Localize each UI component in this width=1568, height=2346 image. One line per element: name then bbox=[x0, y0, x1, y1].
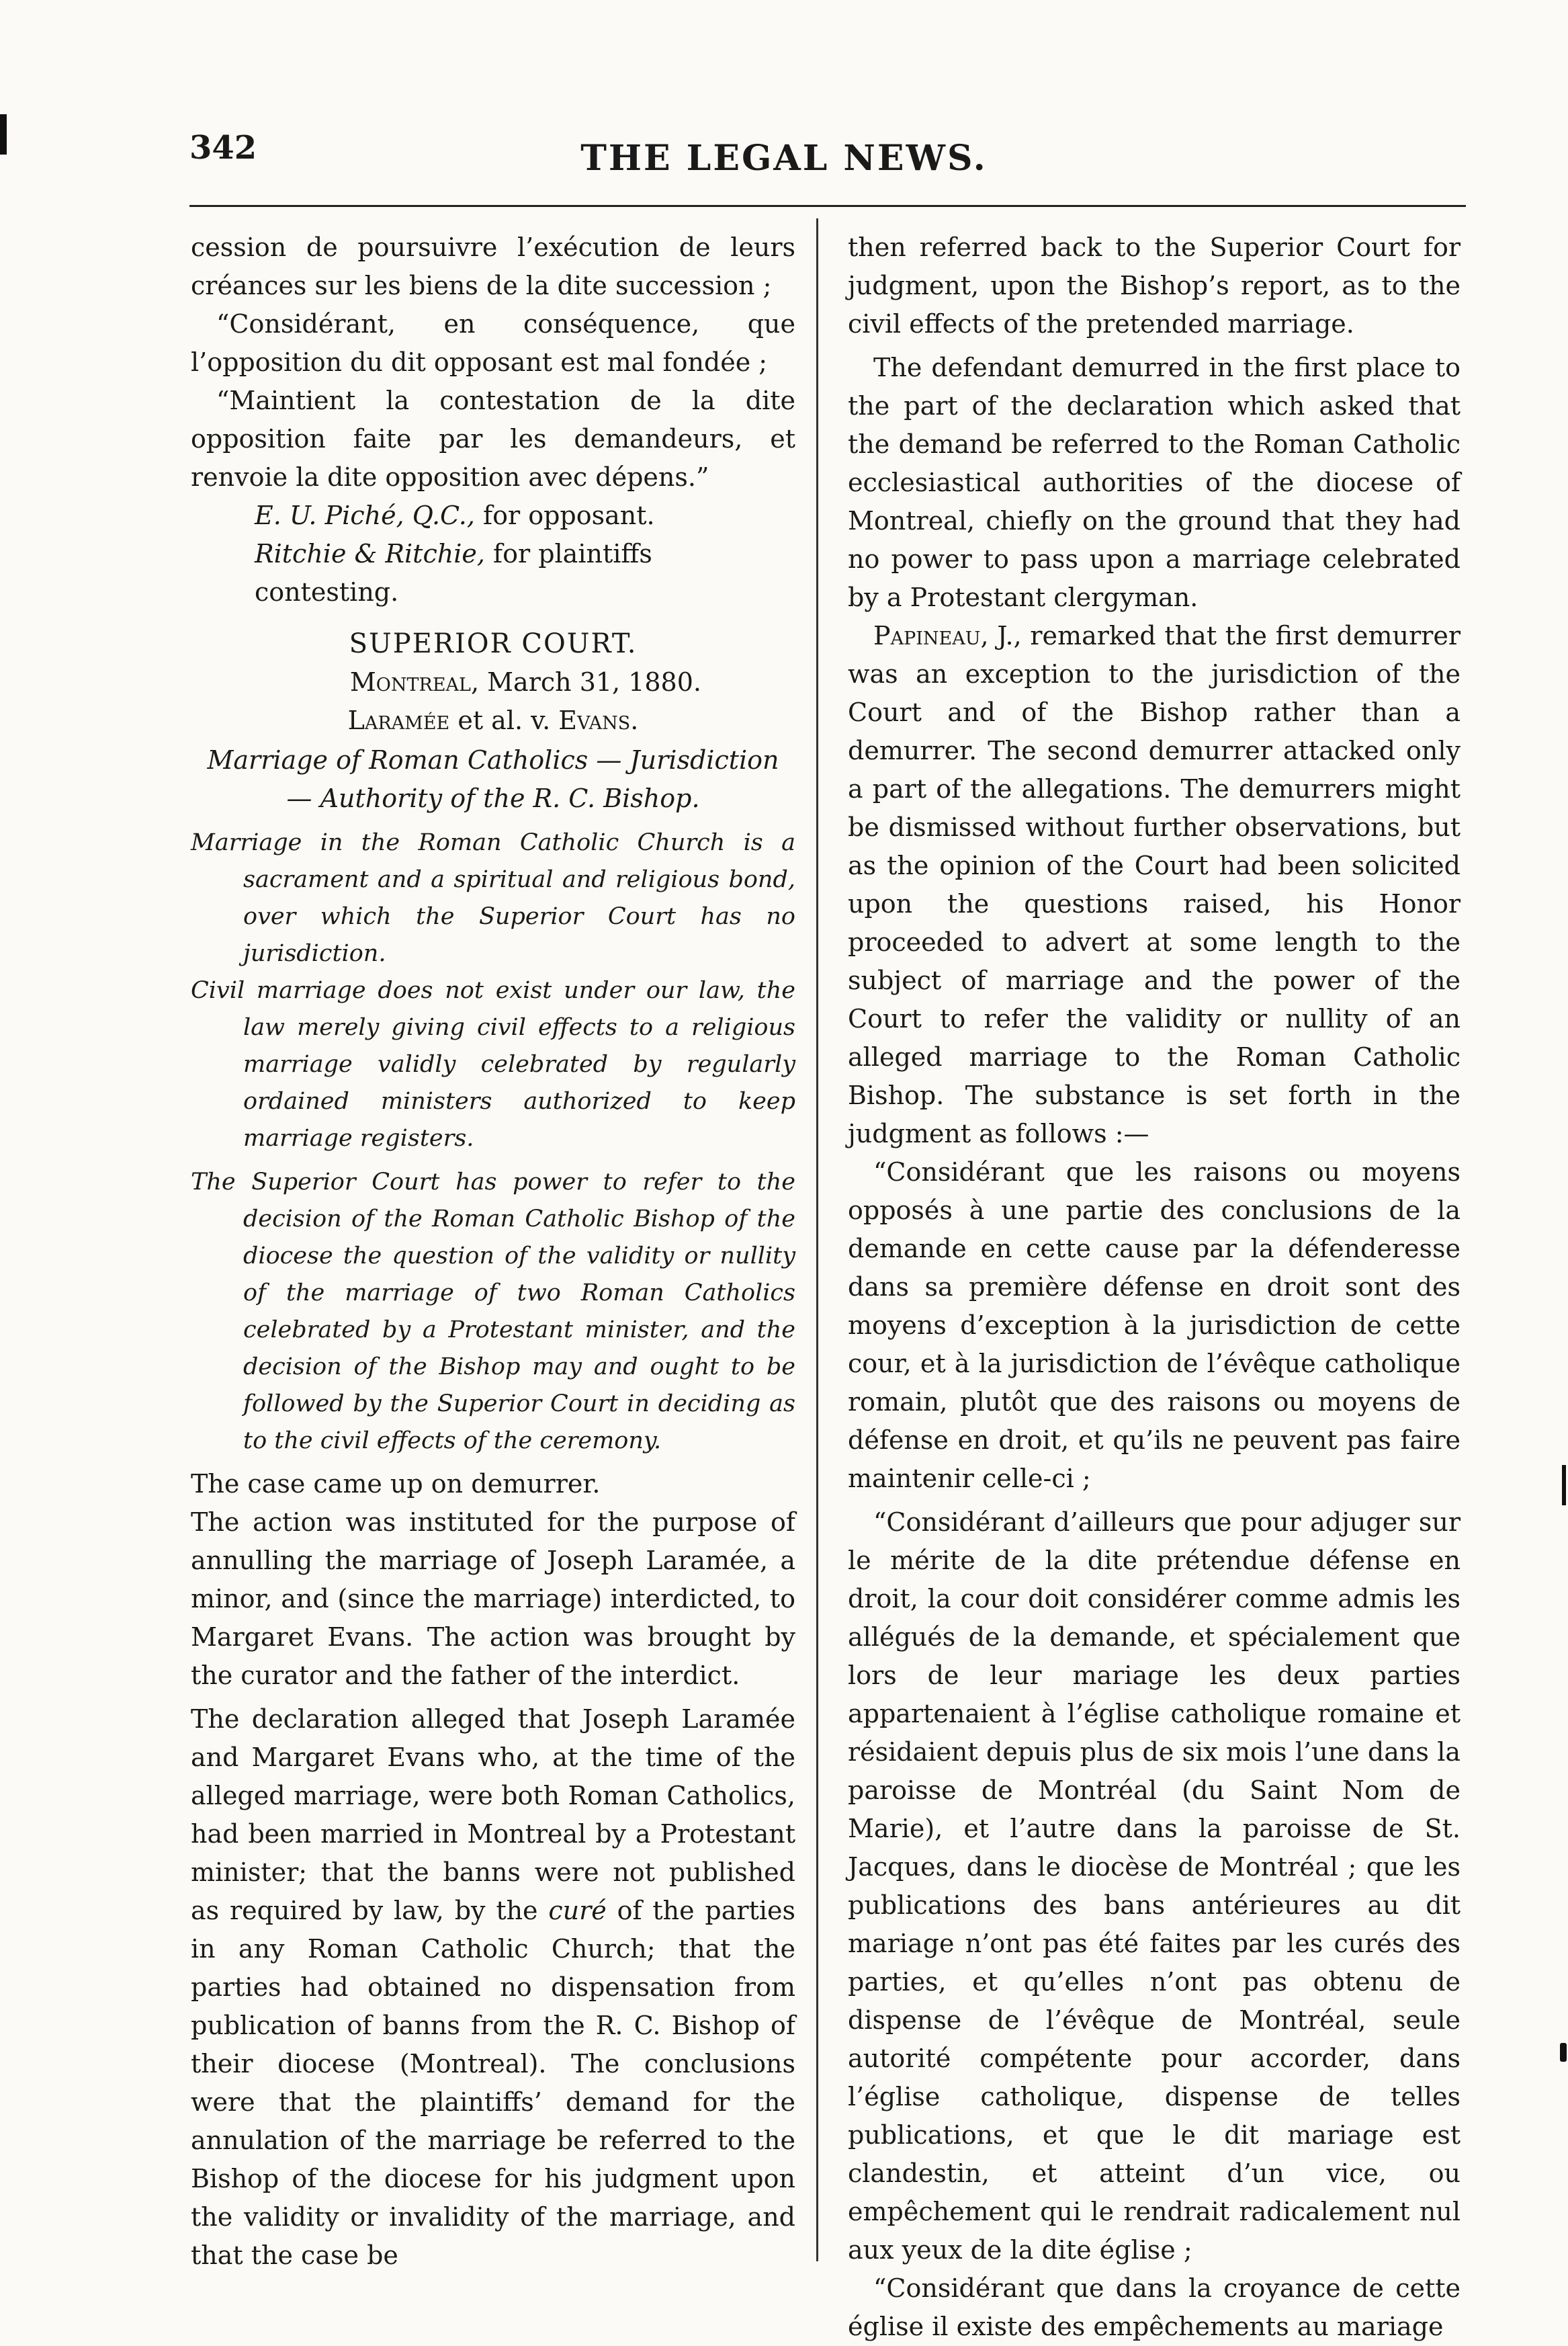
headnote: Civil marriage does not exist under our law, the law merely giving civil effects to a religious marriage validly celebrated by regularly ordained ministers authorized to keep marriage registers. bbox=[191, 977, 795, 1152]
headnote: Marriage in the Roman Catholic Church is a sacrament and a spiritual and religious bond, over which the Superior Court has no jurisdiction. bbox=[191, 829, 795, 967]
text-run: The declaration alleged that Joseph Laramée and Margaret Evans who, at the time of the alleged marriage, were both Roman Catholics, had been married in Montreal by a Protestant minister; that the banns were not published as required by law, by the bbox=[191, 1704, 795, 1925]
text-run: of the parties in any Roman Catholic Church; that the parties had obtained no dispensation from publication of banns from the R. C. Bishop of their diocese (Montreal). The conclusions were that the plaintiffs’ demand for the annulation of the marriage be referred to the Bishop of the diocese for his judgment upon the validity or invalidity of the marriage, and that the case be bbox=[191, 1896, 795, 2270]
scan-margin-mark bbox=[1560, 2043, 1567, 2062]
parties-connector: et al. v. bbox=[449, 706, 559, 735]
left-paragraph: cession de poursuivre l’exécution de leurs créances sur les biens de la dite succession ; bbox=[191, 233, 795, 300]
case-date-text: March 31, 1880. bbox=[479, 667, 701, 697]
case-parties bbox=[191, 702, 795, 740]
right-paragraph: “Considérant que les raisons ou moyens opposés à une partie des conclusions de la demande en cette cause par la défenderesse dans sa première défense en droit sont des moyens d’exception à la jurisdiction de cette cour, et à la jurisdiction de l’évêque catholique romain, plutôt que des raisons ou moyens de défense en droit, et qu’ils ne peuvent pas faire maintenir celle-ci ; bbox=[848, 1157, 1461, 1493]
column-divider bbox=[816, 218, 818, 2261]
left-paragraph: The case came up on demurrer. bbox=[191, 1469, 601, 1499]
page-number: 342 bbox=[189, 129, 257, 167]
counsel-role: for opposant. bbox=[474, 501, 655, 530]
scan-margin-mark bbox=[0, 114, 7, 155]
scan-margin-mark bbox=[1562, 1465, 1566, 1505]
plaintiff-name: Laramée bbox=[347, 706, 450, 735]
right-paragraph: “Considérant que dans la croyance de cette église il existe des empêchements au mariage bbox=[848, 2273, 1461, 2341]
right-paragraph bbox=[848, 617, 1461, 1153]
judge-name: Papineau, bbox=[873, 621, 989, 651]
left-column bbox=[191, 228, 795, 2275]
running-title: THE LEGAL NEWS. bbox=[580, 138, 988, 179]
right-column bbox=[848, 228, 1461, 2346]
counsel-line bbox=[191, 497, 795, 535]
left-paragraph bbox=[191, 1700, 795, 2275]
defendant-name: Evans. bbox=[558, 706, 639, 735]
left-paragraph: “Maintient la contestation de la dite opposition faite par les demandeurs, et renvoie la dite opposition avec dépens.” bbox=[191, 386, 795, 492]
counsel-role: for plaintiffs contesting. bbox=[255, 539, 652, 607]
italic-term: curé bbox=[548, 1896, 607, 1925]
text-run: J., remarked that the first demurrer was an exception to the jurisdiction of the Court and of the Bishop rather than a demurrer. The second demurrer attacked only a part of the allegations. The demurrers might be dismissed without further observations, but as the opinion of the Court had been solicited upon the questions raised, his Honor proceeded to advert at some length to the subject of marriage and the power of the Court to refer the validity or nullity of an alleged marriage to the Roman Catholic Bishop. The substance is set forth in the judgment as follows :— bbox=[848, 621, 1461, 1148]
case-subject: Marriage of Roman Catholics — Jurisdiction — Authority of the R. C. Bishop. bbox=[207, 745, 779, 813]
counsel-line bbox=[191, 535, 795, 612]
case-date bbox=[191, 663, 795, 702]
right-paragraph: The defendant demurred in the first place to the part of the declaration which asked that the demand be referred to the Roman Catholic ecclesiastical authorities of the diocese of Montreal, chiefly on the ground that they had no power to pass upon a marriage celebrated by a Protestant clergyman. bbox=[848, 353, 1461, 612]
case-place: Montreal, bbox=[349, 667, 480, 697]
header-rule bbox=[189, 205, 1466, 207]
left-paragraph: The action was instituted for the purpose of annulling the marriage of Joseph Laramée, a minor, and (since the marriage) interdicted, to Margaret Evans. The action was brought by the curator and the father of the interdict. bbox=[191, 1507, 795, 1690]
counsel-name: E. U. Piché, Q.C., bbox=[255, 501, 475, 530]
right-paragraph: then referred back to the Superior Court for judgment, upon the Bishop’s report, as to the civil effects of the pretended marriage. bbox=[848, 233, 1461, 339]
counsel-name: Ritchie & Ritchie, bbox=[255, 539, 485, 569]
headnote: The Superior Court has power to refer to the decision of the Roman Catholic Bishop of the diocese the question of the validity or nullity of the marriage of two Roman Catholics celebrated by a Protestant minister, and the decision of the Bishop may and ought to be followed by the Superior Court in deciding as to the civil effects of the ceremony. bbox=[191, 1169, 795, 1454]
court-heading: SUPERIOR COURT. bbox=[349, 628, 638, 659]
right-paragraph: “Considérant d’ailleurs que pour adjuger sur le mérite de la dite prétendue défense en droit, la cour doit considérer comme admis les allégués de la demande, et spécialement que lors de leur mariage les deux parties appartenaient à l’église catholique romaine et résidaient depuis plus de six mois l’une dans la paroisse de Montréal (du Saint Nom de Marie), et l’autre dans la paroisse de St. Jacques, dans le diocèse de Montréal ; que les publications des bans antérieures au dit mariage n’ont pas été faites par les curés des parties, et qu’elles n’ont pas obtenu de dispense de l’évêque de Montréal, seule autorité compétente pour accorder, dans l’église catholique, dispense de telles publications, et que le dit mariage est clandestin, et atteint d’un vice, ou empêchement qui le rendrait radicalement nul aux yeux de la dite église ; bbox=[848, 1507, 1461, 2265]
left-paragraph: “Considérant, en conséquence, que l’opposition du dit opposant est mal fondée ; bbox=[191, 309, 795, 377]
